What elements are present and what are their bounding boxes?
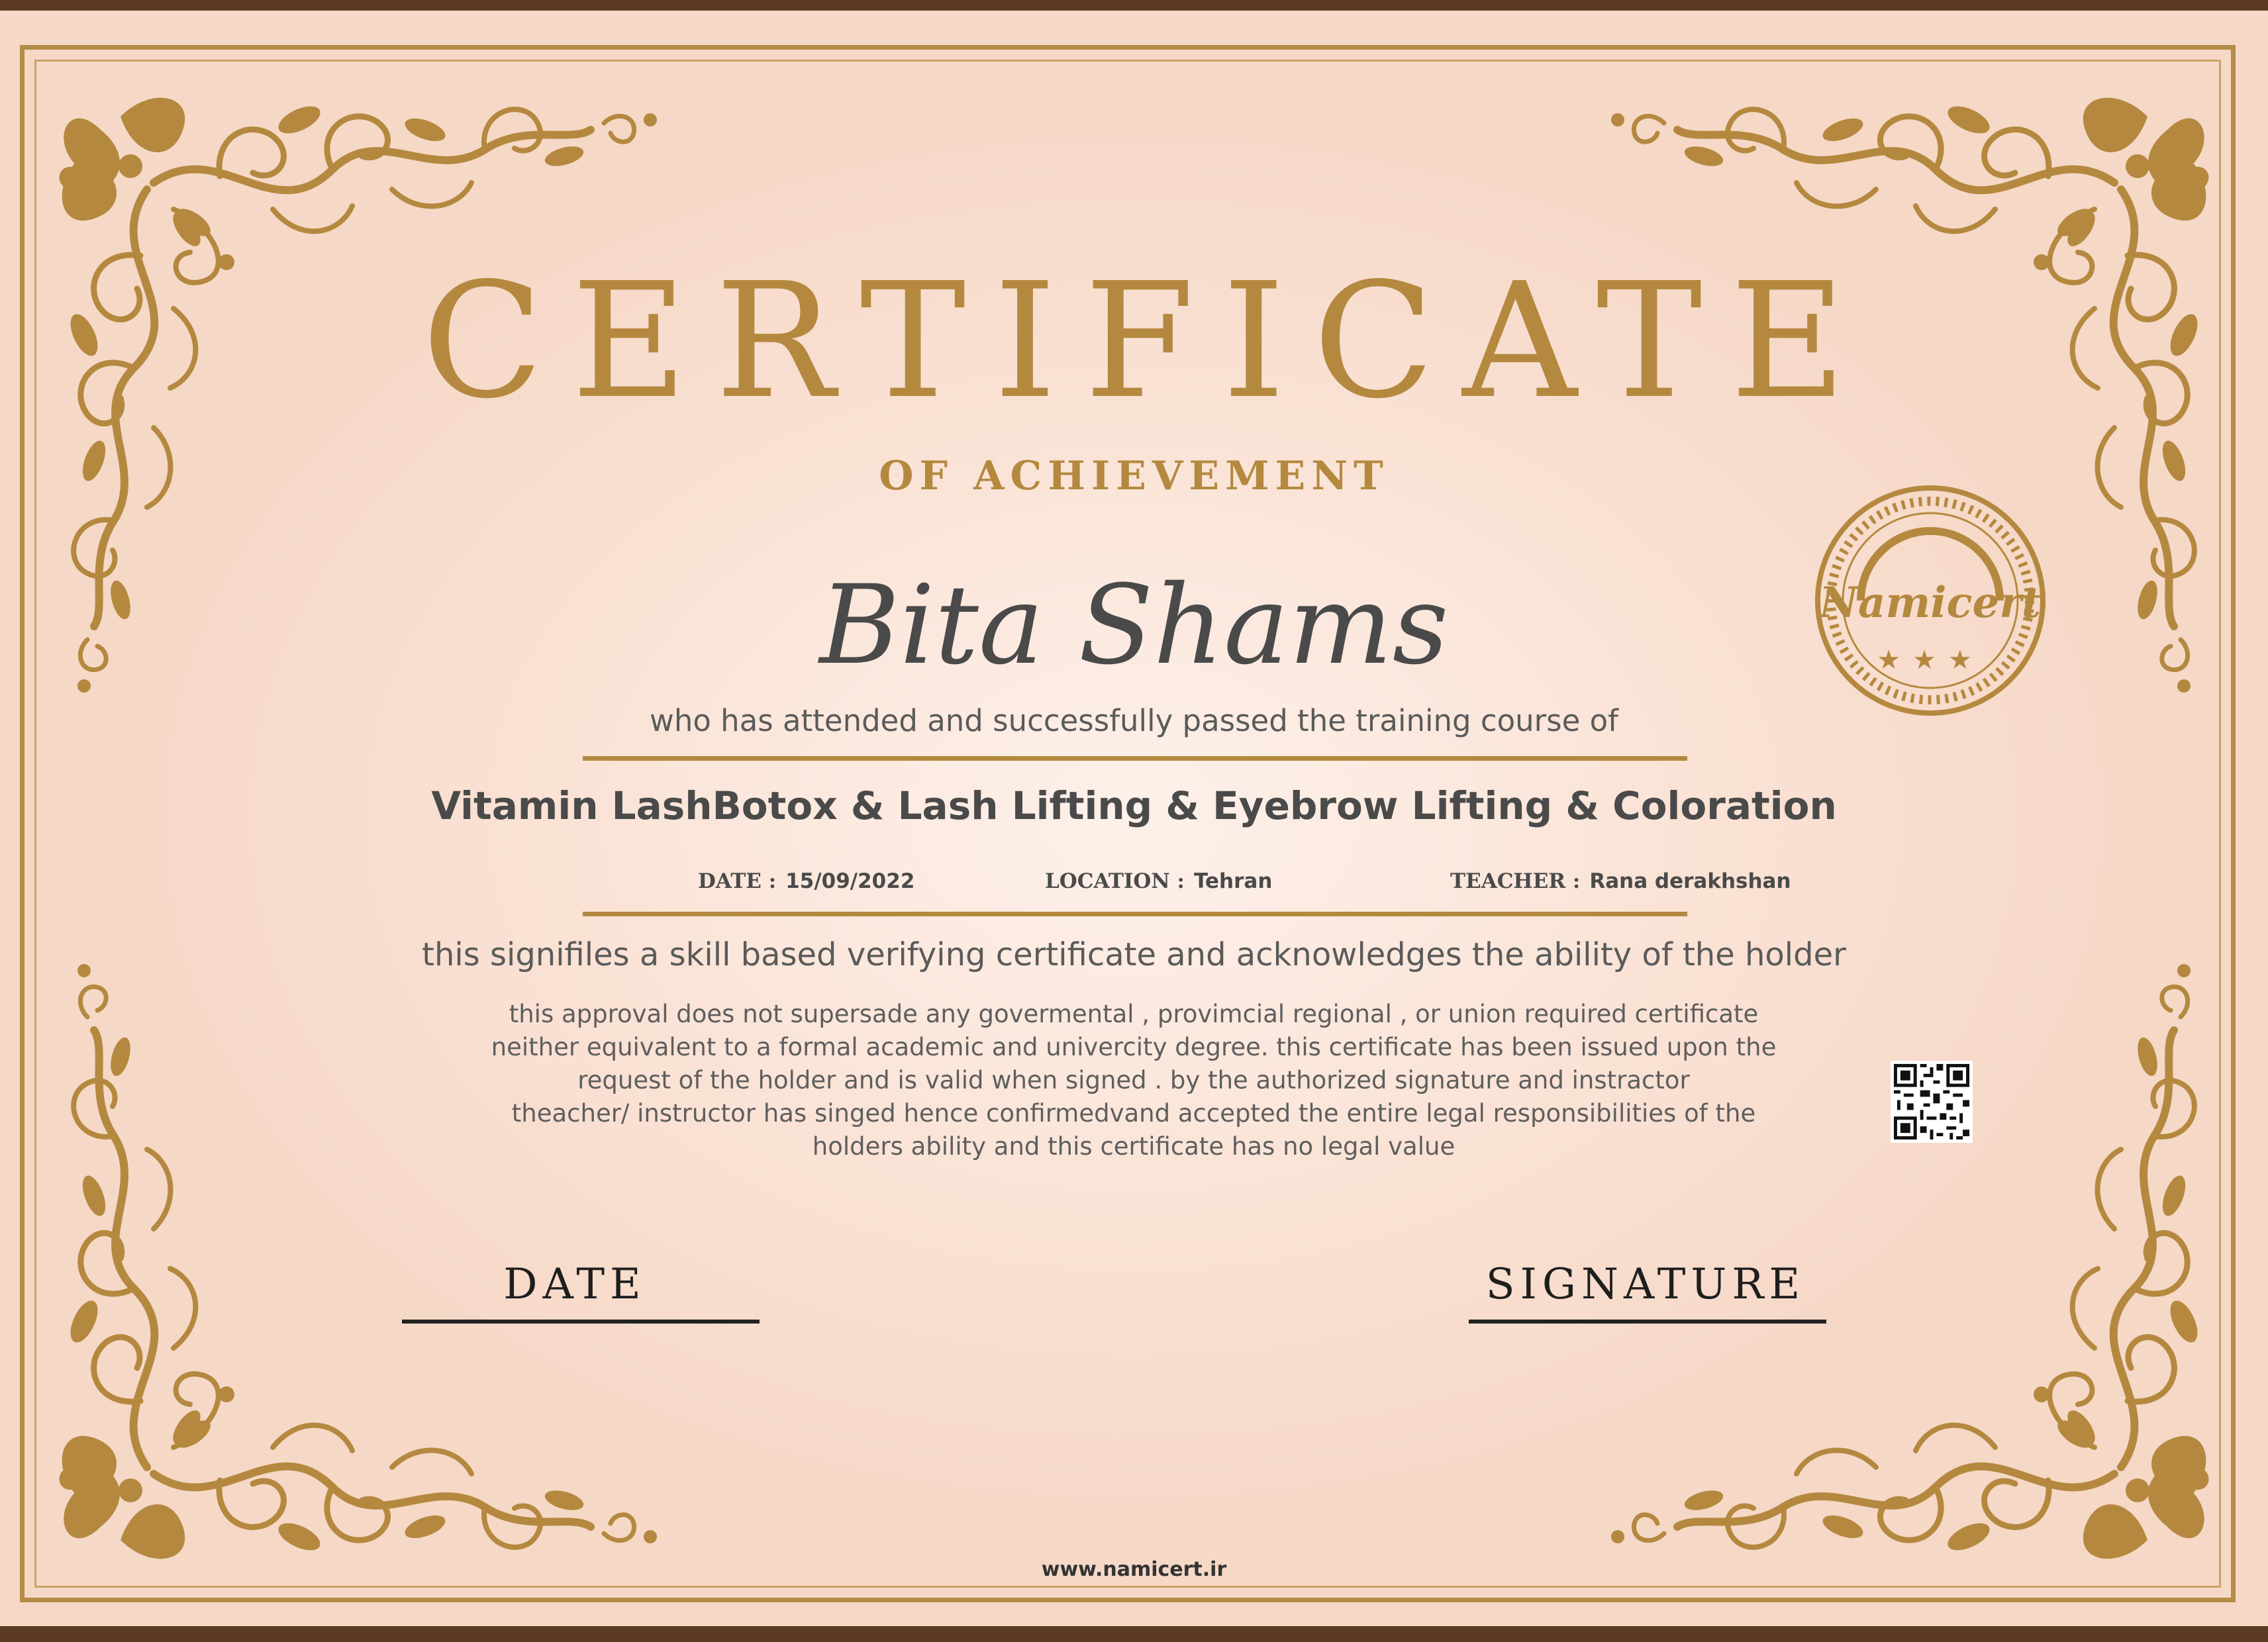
date-value: 15/09/2022 <box>785 869 915 893</box>
website-link[interactable]: www.namicert.ir <box>1041 1558 1227 1581</box>
signature-label: SIGNATURE <box>1485 1260 1806 1309</box>
disclaimer-line: this approval does not supersade any govermental , provimcial regional , or union required certificate <box>509 1000 1759 1028</box>
certificate-title: CERTIFICATE <box>422 248 1874 434</box>
location-field <box>1045 869 1272 893</box>
sign-date-label: DATE <box>503 1260 646 1309</box>
statement-text: this signifiles a skill based verifying certificate and acknowledges the ability of the holder <box>422 936 1846 973</box>
location-label: LOCATION : <box>1045 869 1185 893</box>
recipient-name: Bita Shams <box>819 561 1449 689</box>
course-name: Vitamin LashBotox & Lash Lifting & Eyebrow Lifting & Coloration <box>431 783 1837 828</box>
date-label: DATE : <box>698 869 777 893</box>
sign-date-line <box>402 1320 760 1324</box>
divider-bottom <box>583 912 1687 916</box>
disclaimer-line: theacher/ instructor has singed hence confirmedvand accepted the entire legal responsibilities of the <box>511 1099 1756 1128</box>
signature-line <box>1469 1320 1826 1324</box>
certificate-subtitle: OF ACHIEVEMENT <box>879 453 1389 499</box>
disclaimer-text <box>471 998 1796 1163</box>
intro-text: who has attended and successfully passed the training course of <box>650 703 1618 738</box>
date-field <box>698 869 914 893</box>
teacher-label: TEACHER : <box>1450 869 1581 893</box>
teacher-value: Rana derakhshan <box>1589 869 1791 893</box>
disclaimer-line: holders ability and this certificate has no legal value <box>812 1132 1455 1161</box>
location-value: Tehran <box>1193 869 1273 893</box>
divider-top <box>583 756 1687 761</box>
svg-text:★★★: ★★★ <box>1877 645 1984 675</box>
teacher-field <box>1450 869 1791 893</box>
qr-code-icon <box>1891 1061 1973 1143</box>
seal-text: Namicert <box>1819 578 2042 628</box>
disclaimer-line: request of the holder and is valid when signed . by the authorized signature and instractor <box>577 1066 1690 1094</box>
disclaimer-line: neither equivalent to a formal academic and univercity degree. this certificate has been issued upon the <box>491 1033 1777 1061</box>
namicert-seal-icon <box>1811 481 2049 720</box>
